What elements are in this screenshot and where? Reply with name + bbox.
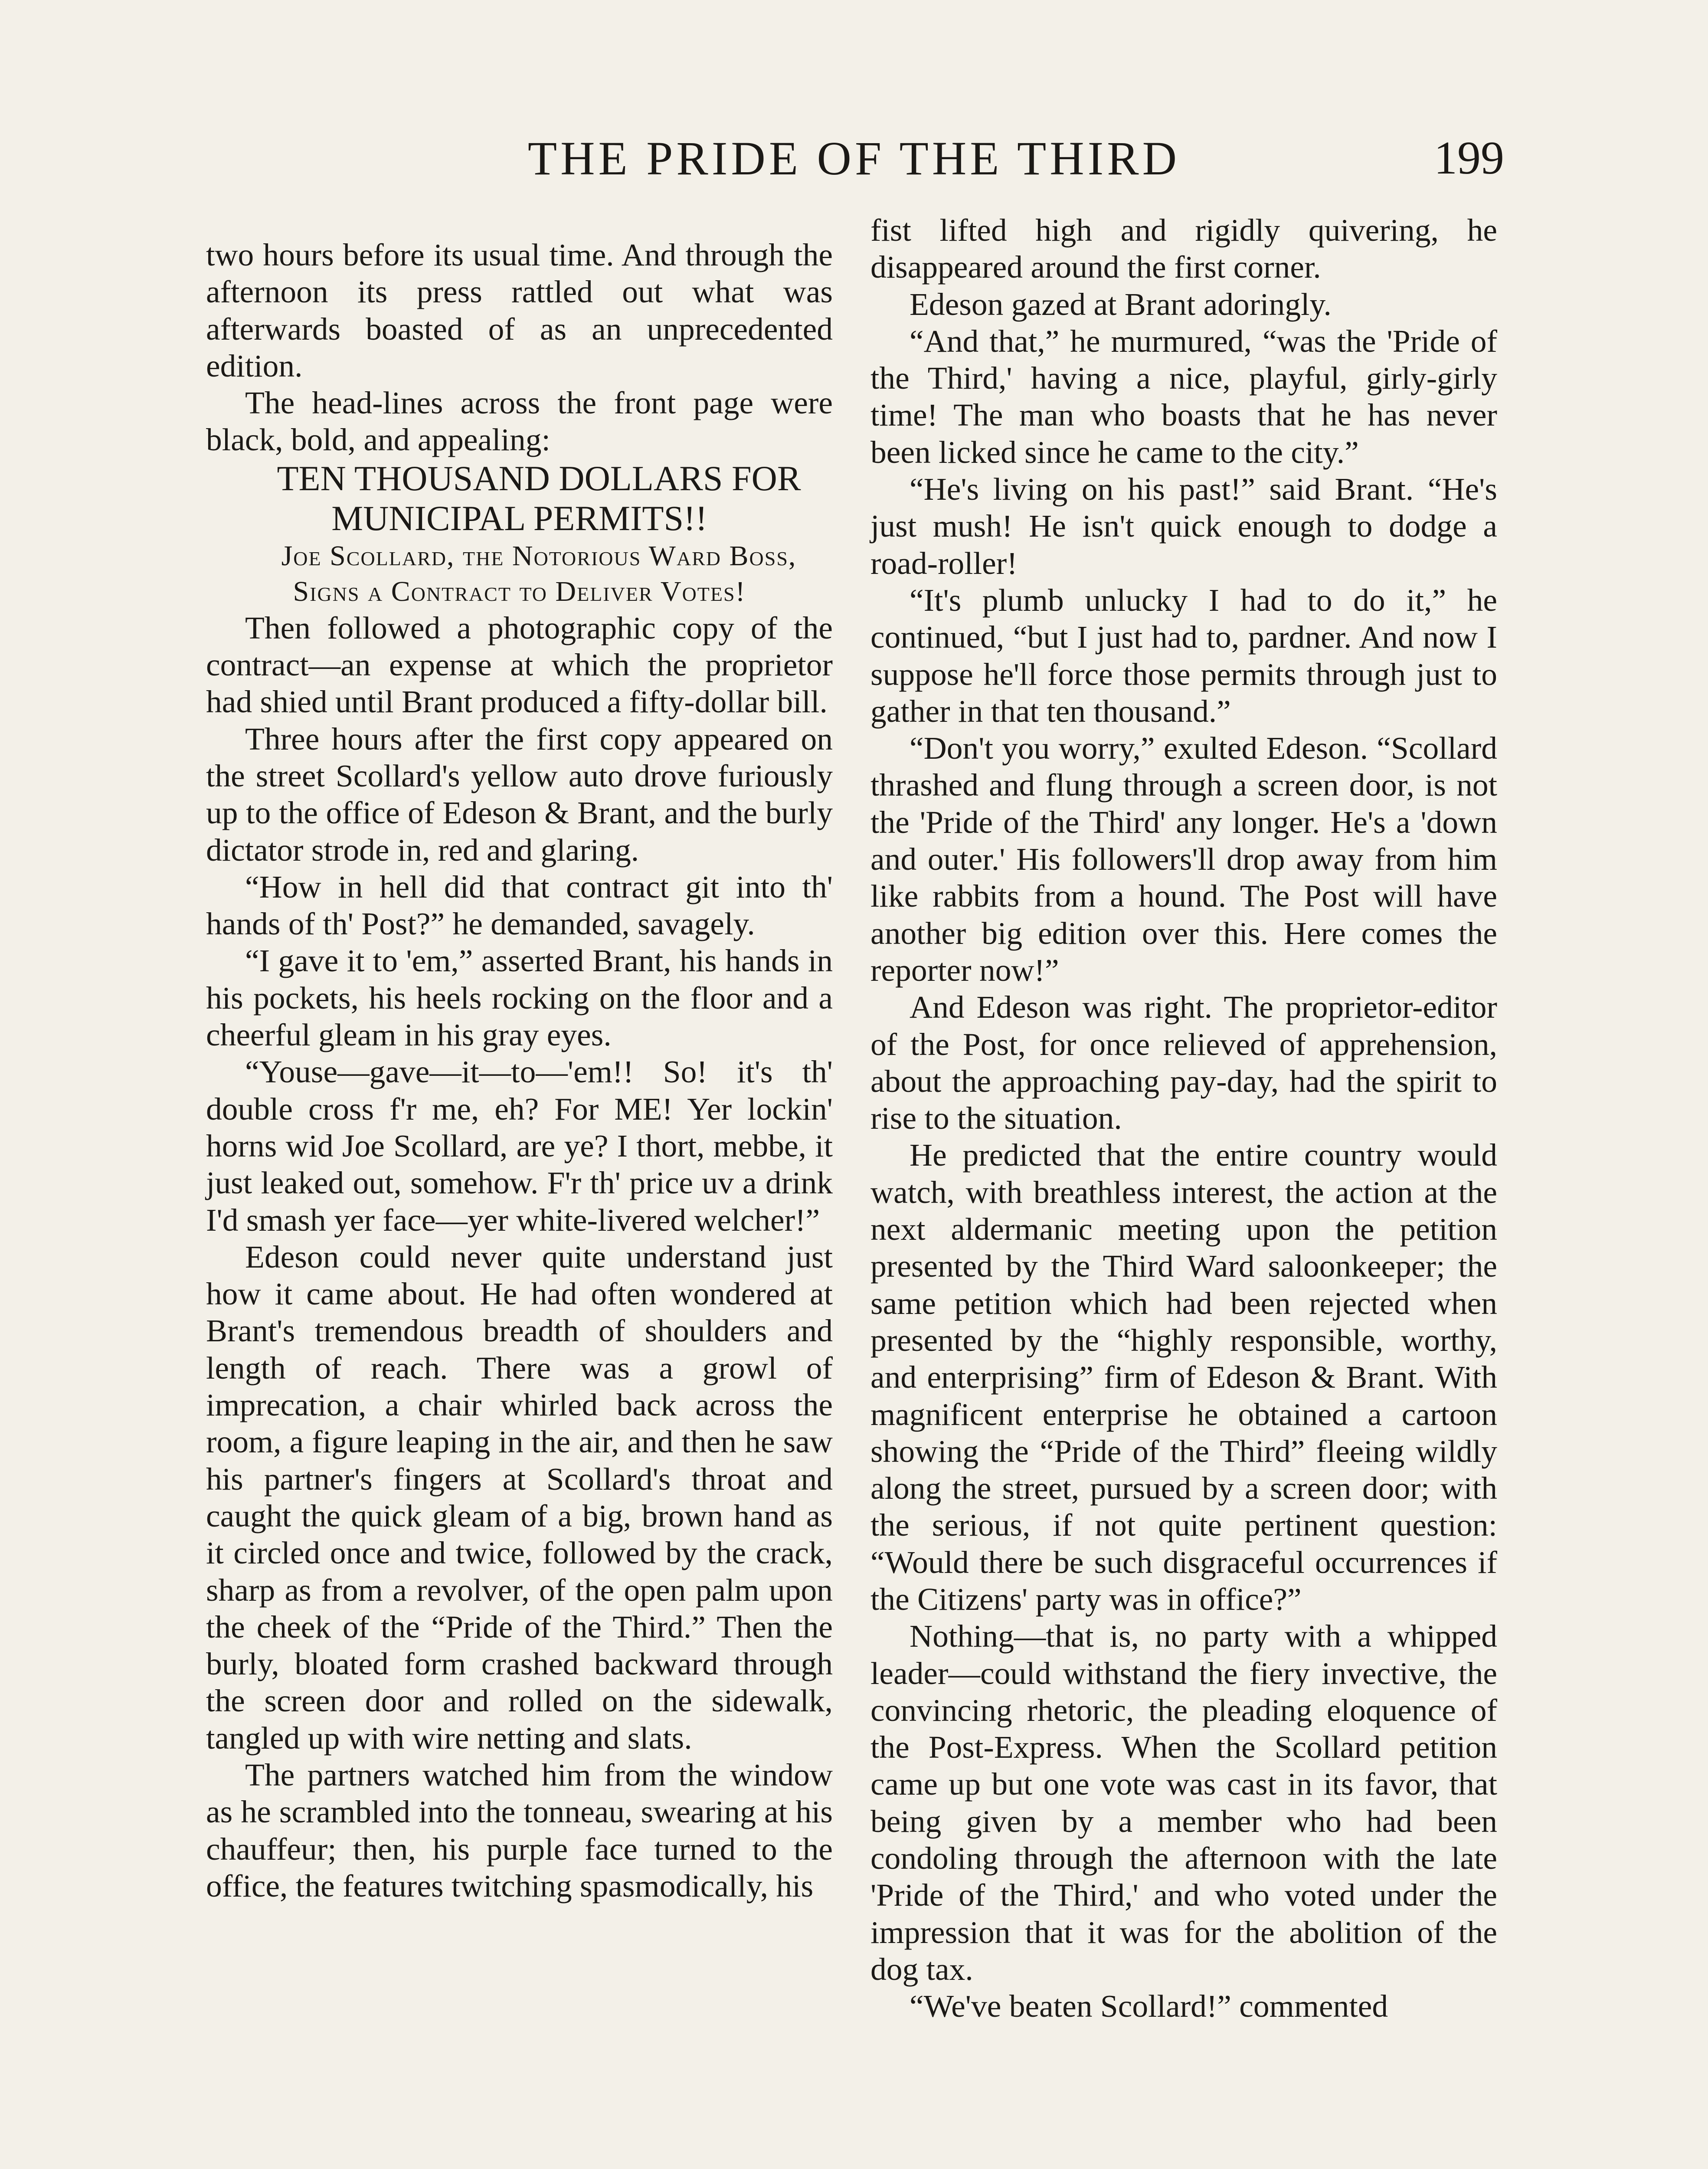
paragraph: Then followed a photographic copy of the contract—an expense at which the proprietor had shied until Brant produced a fifty-dollar bill. [206,610,833,720]
paragraph: And Edeson was right. The proprietor-editor of the Post, for once relieved of apprehension, about the approaching pay-day, had the spirit to rise to the situation. [870,989,1497,1136]
paragraph: Nothing—that is, no party with a whipped leader—could withstand the fiery invective, the convincing rhetoric, the pleading eloquence of the Post-Express. When the Scollard petition came up but one vote was cast in its favor, that being given by a member who had been condoling through the afternoon with the late 'Pride of the Third,' and who voted under the impression that it was for the abolition of the dog tax. [870,1619,1497,1987]
paragraph: “Youse—gave—it—to—'em!! So! it's th' double cross f'r me, eh? For ME! Yer lockin' horns wid Joe Scollard, are ye? I thort, mebbe, it just leaked out, somehow. F'r th' price uv a drink I'd smash yer face—yer white-livered welcher!” [206,1054,833,1238]
right-column [870,212,1497,2025]
left-column [206,236,833,1904]
chapter-title: THE PRIDE OF THE THIRD [527,132,1181,185]
paragraph: “And that,” he murmured, “was the 'Pride of the Third,' having a nice, playful, girly-girly time! The man who boasts that he has never been licked since he came to the city.” [870,323,1497,470]
paragraph: The head-lines across the front page were black, bold, and appealing: [206,385,833,458]
paragraph: “We've beaten Scollard!” commented [910,1989,1388,2024]
paragraph: “I gave it to 'em,” asserted Brant, his hands in his pockets, his heels rocking on the floor and a cheerful gleam in his gray eyes. [206,943,833,1053]
paragraph: “Don't you worry,” exulted Edeson. “Scollard thrashed and flung through a screen door, is not the 'Pride of the Third' any longer. He's a 'down and outer.' His followers'll drop away from him like rabbits from a hound. The Post will have another big edition over this. Here comes the reporter now!” [870,731,1497,988]
paragraph: Edeson gazed at Brant adoringly. [910,286,1332,322]
paragraph: “It's plumb unlucky I had to do it,” he continued, “but I just had to, pardner. And now I suppose he'll force those permits through just to gather in that ten thousand.” [870,582,1497,729]
paragraph: He predicted that the entire country would watch, with breathless interest, the action at the next aldermanic meeting upon the petition presented by the Third Ward saloonkeeper; the same petition which had been rejected when presented by the “highly responsible, worthy, and enterprising” firm of Edeson & Brant. With magnificent enterprise he obtained a cartoon showing the “Pride of the Third” fleeing wildly along the street, pursued by a screen door; with the serious, if not quite pertinent question: “Would there be such disgraceful occurrences if the Citizens' party was in office?” [870,1137,1497,1617]
running-head [204,128,1504,189]
newspaper-headline: TEN THOUSAND DOLLARS FOR MUNICIPAL PERMITS!! [277,458,801,538]
paragraph: The partners watched him from the window as he scrambled into the tonneau, swearing at his chauffeur; then, his purple face turned to the office, the features twitching spasmodically, his [206,1757,833,1904]
newspaper-subheadline: Joe Scollard, the Notorious Ward Boss, Signs a Contract to Deliver Votes! [281,540,797,607]
page-number: 199 [1434,132,1504,184]
paragraph: two hours before its usual time. And through the afternoon its press rattled out what was afterwards boasted of as an unprecedented edition. [206,237,833,383]
paragraph: “How in hell did that contract git into th' hands of th' Post?” he demanded, savagely. [206,869,833,942]
paragraph: fist lifted high and rigidly quivering, he disappeared around the first corner. [870,213,1497,285]
paragraph: Three hours after the first copy appeared on the street Scollard's yellow auto drove furiously up to the office of Edeson & Brant, and the burly dictator strode in, red and glaring. [206,721,833,868]
paragraph: Edeson could never quite understand just how it came about. He had often wondered at Brant's tremendous breadth of shoulders and length of reach. There was a growl of imprecation, a chair whirled back across the room, a figure leaping in the air, and then he saw his partner's fingers at Scollard's throat and caught the quick gleam of a big, brown hand as it circled once and twice, followed by the crack, sharp as from a revolver, of the open palm upon the cheek of the “Pride of the Third.” Then the burly, bloated form crashed backward through the screen door and rolled on the sidewalk, tangled up with wire netting and slats. [206,1239,833,1756]
paragraph: “He's living on his past!” said Brant. “He's just mush! He isn't quick enough to dodge a road-roller! [870,472,1497,581]
